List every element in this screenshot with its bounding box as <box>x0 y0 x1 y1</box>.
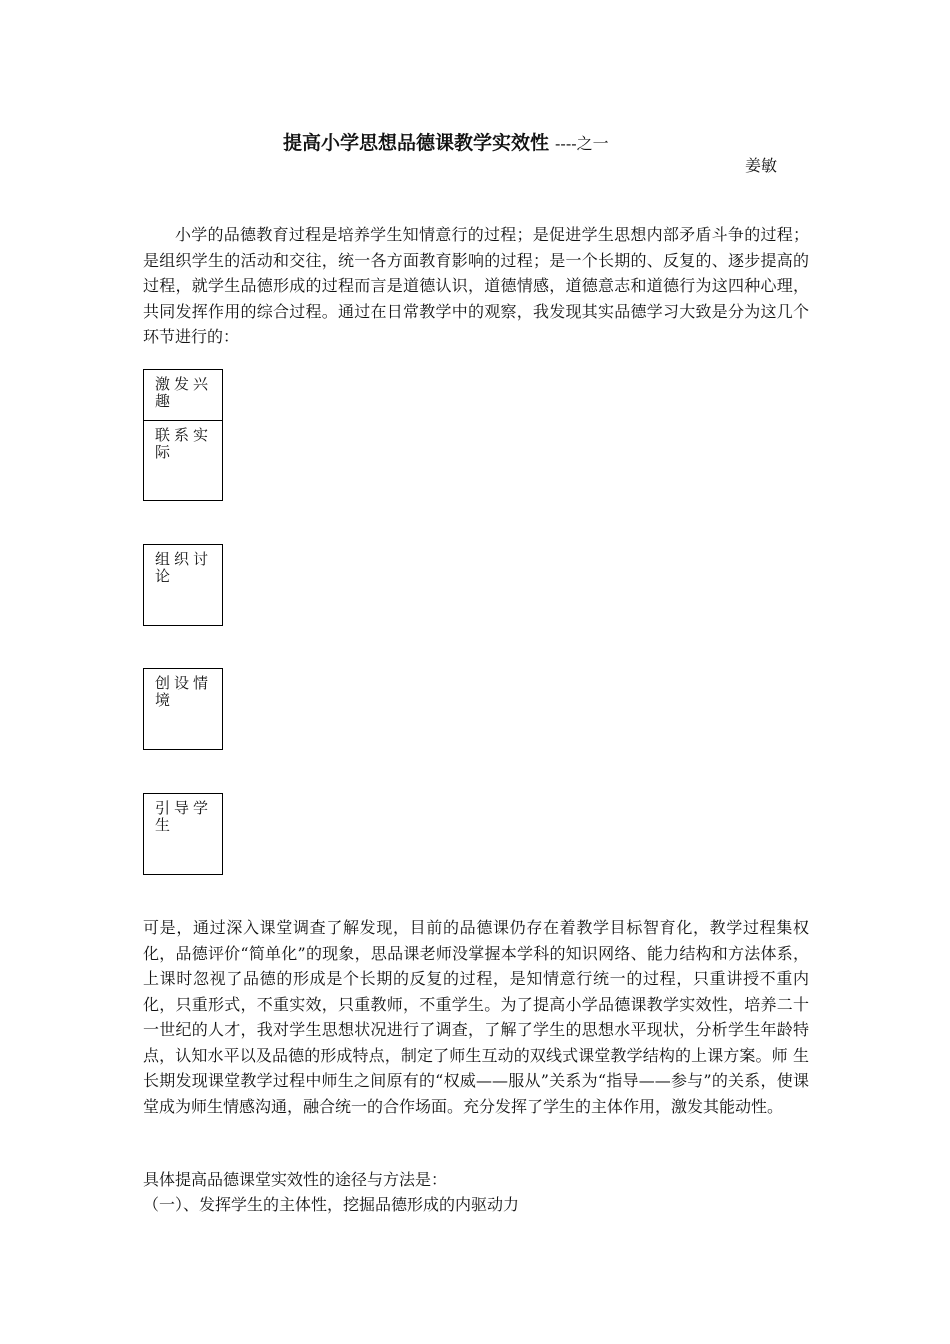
title-text: 提高小学思想品德课教学实效性 <box>283 132 550 154</box>
methods-intro-line: 具体提高品德课堂实效性的途径与方法是： <box>143 1170 448 1189</box>
step-box-4: 创设情境 <box>143 668 223 750</box>
body-paragraph: 可是，通过深入课堂调查了解发现，目前的品德课仍存在着教学目标智育化，教学过程集权化，品德评价“简单化”的现象，思品课老师没掌握本学科的知识网络、能力结构和方法体系，上课时忽视了品德的形成是个长期的反复的过程，是知情意行统一的过程，只重讲授不重内化，只重形式，不重实效，只重教师，不重学生。为了提高小学品德课教学实效性，培养二十一世纪的人才，我对学生思想状况进行了调查，了解了学生的思想水平现状，分析学生年龄特点，认知水平以及品德的形成特点，制定了师生互动的双线式课堂教学结构的上课方案。师 生长期发现课堂教学过程中师生之间原有的“权威——服从”关系为“指导——参与”的关系，使课堂成为师生情感沟通，融合统一的合作场面。充分发挥了学生的主体作用，激发其能动性。 <box>143 918 809 1116</box>
section-heading-1: （一）、发挥学生的主体性，挖掘品德形成的内驱动力 <box>143 1195 520 1214</box>
step-box-5: 引导学生 <box>143 793 223 875</box>
step-box-2: 联系实际 <box>143 420 223 501</box>
title-suffix: ----之一 <box>555 134 609 153</box>
step-box-3: 组织讨论 <box>143 544 223 626</box>
document-title <box>283 128 609 155</box>
step-box-1: 激发兴趣 <box>143 369 223 421</box>
intro-paragraph: 小学的品德教育过程是培养学生知情意行的过程；是促进学生思想内部矛盾斗争的过程；是组织学生的活动和交往，统一各方面教育影响的过程；是一个长期的、反复的、逐步提高的过程，就学生品德形成的过程而言是道德认识，道德情感，道德意志和道德行为这四种心理，共同发挥作用的综合过程。通过在日常教学中的观察，我发现其实品德学习大致是分为这几个环节进行的： <box>143 225 809 346</box>
author-name: 姜敏 <box>745 156 778 175</box>
